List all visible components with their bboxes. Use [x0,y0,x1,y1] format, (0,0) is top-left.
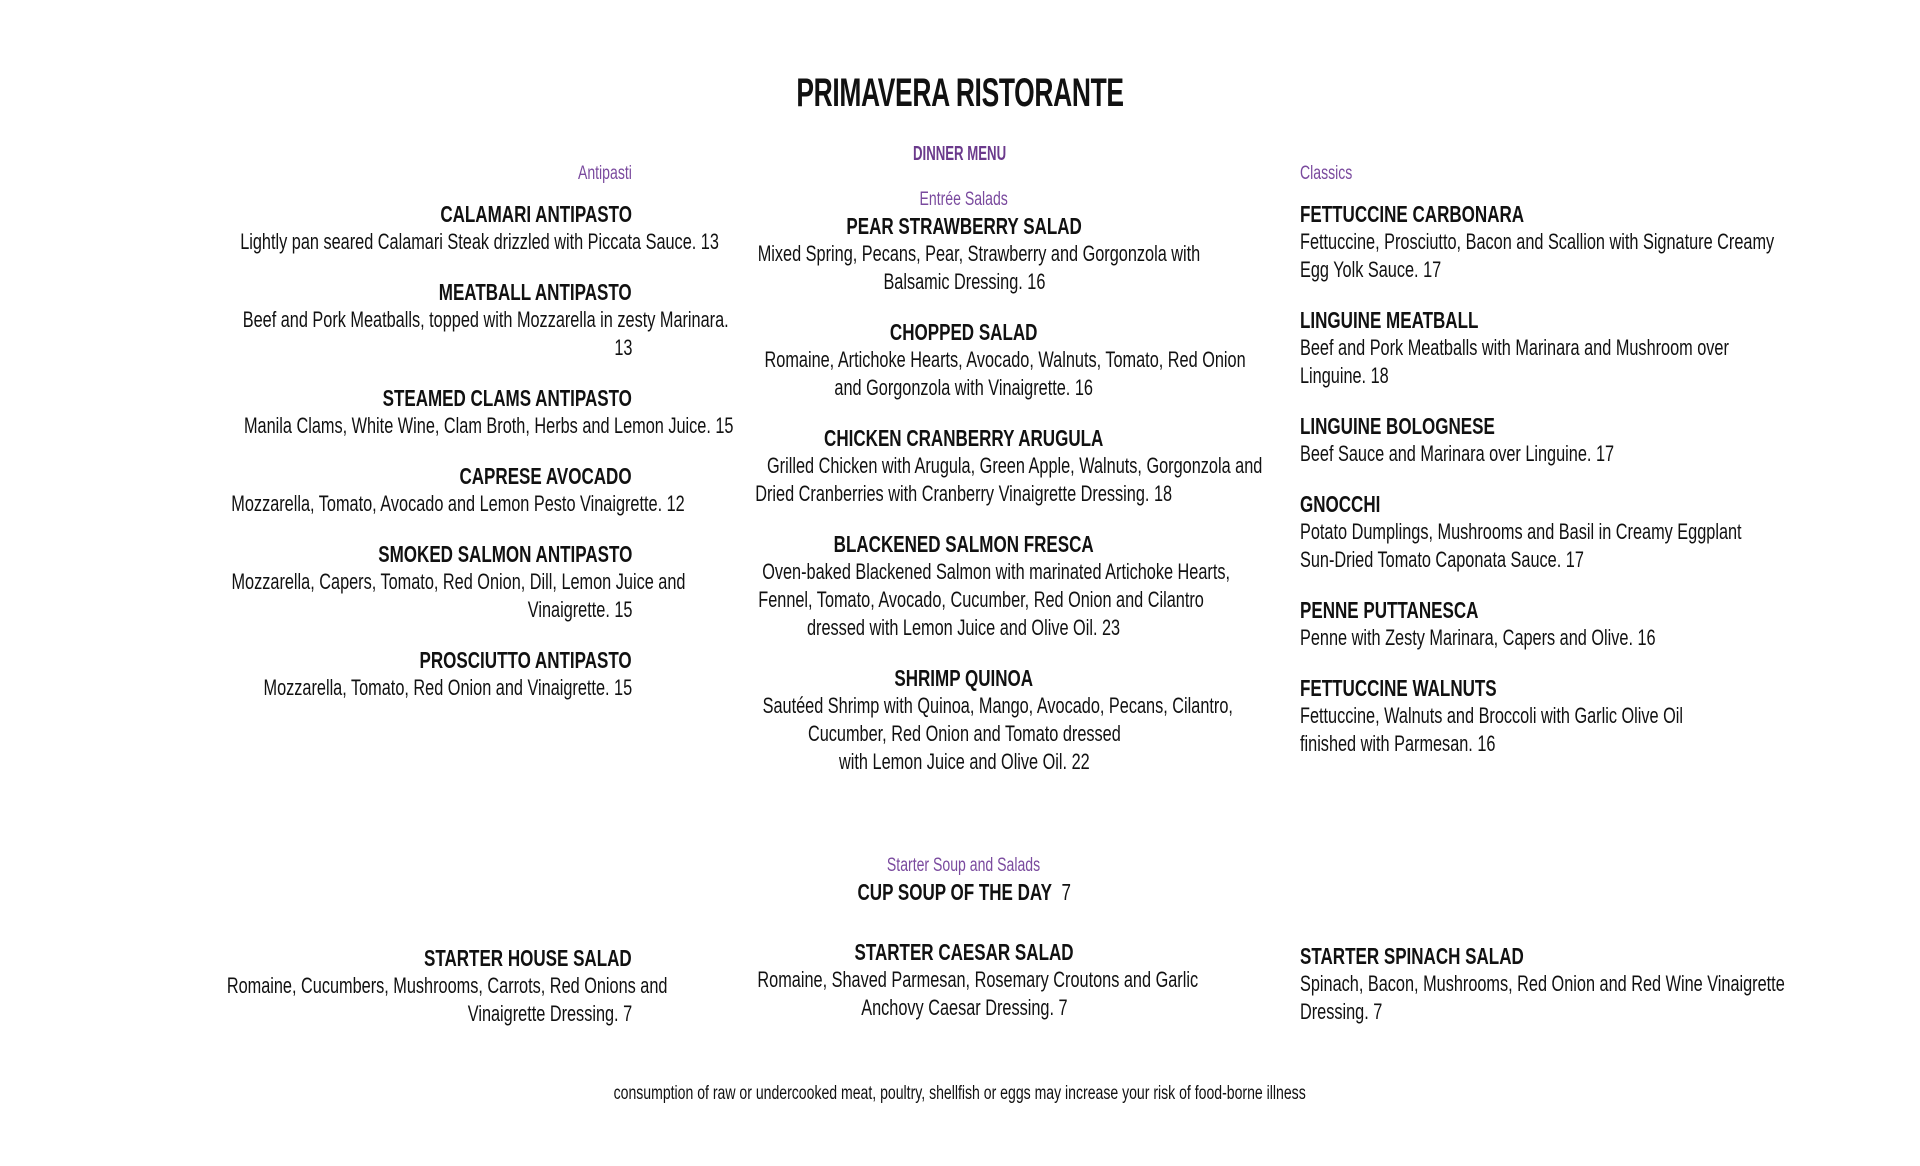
item-name: LINGUINE MEATBALL [1300,307,1479,333]
menu-item [680,664,1248,776]
menu-item [1300,412,1860,468]
item-description [1300,624,1860,652]
item-description [1300,228,1860,284]
soup-of-the-day [680,878,1248,906]
description-line: Cucumber, Red Onion and Tomato dressed [807,721,1121,746]
item-name: CAPRESE AVOCADO [459,463,632,489]
item-name: BLACKENED SALMON FRESCA [833,531,1095,557]
description-line: Potato Dumplings, Mushrooms and Basil in Creamy Eggplant [1300,519,1742,544]
description-line: Anchovy Caesar Dressing. 7 [860,995,1068,1020]
menu-subtitle-text: DINNER MENU [913,143,1007,165]
item-description [72,972,668,1028]
restaurant-title [0,70,1920,116]
description-line: Beef and Pork Meatballs, topped with Mozzarella in zesty Marinara. [242,307,729,332]
item-description [72,412,734,440]
item-name: STARTER HOUSE SALAD [424,945,632,971]
entree-salads-list [680,212,1263,776]
description-line: Spinach, Bacon, Mushrooms, Red Onion and Red Wine Vinaigrette [1300,971,1785,996]
antipasti-label: Antipasti [578,163,632,184]
item-description [680,452,1263,508]
description-line: Manila Clams, White Wine, Clam Broth, Herbs and Lemon Juice. 15 [243,413,734,438]
starter-spinach-salad [1300,942,1880,1026]
soup-price: 7 [1061,879,1071,905]
description-line: Balsamic Dressing. 16 [883,269,1045,294]
starter-label: Starter Soup and Salads [887,855,1041,876]
item-name: PROSCIUTTO ANTIPASTO [419,647,632,673]
description-line: Fettuccine, Walnuts and Broccoli with Garlic Olive Oil [1300,703,1684,728]
item-name: PENNE PUTTANESCA [1300,597,1479,623]
item-description [680,240,1248,296]
menu-item [1300,596,1860,652]
menu-item [72,646,632,702]
description-line: Romaine, Artichoke Hearts, Avocado, Walnuts, Tomato, Red Onion [764,347,1246,372]
item-name: SHRIMP QUINOA [894,665,1034,691]
description-line: Vinaigrette. 15 [527,597,632,622]
item-name: LINGUINE BOLOGNESE [1300,413,1495,439]
description-line: Sautéed Shrimp with Quinoa, Mango, Avocado, Pecans, Cilantro, [762,693,1233,718]
item-description [680,558,1248,642]
item-name: CHOPPED SALAD [890,319,1038,345]
item-description [1300,518,1860,574]
description-line: Dressing. 7 [1300,999,1383,1024]
menu-item [680,318,1248,402]
classics-section [1300,162,1860,780]
description-line: Sun-Dried Tomato Caponata Sauce. 17 [1300,547,1584,572]
description-line: and Gorgonzola with Vinaigrette. 16 [834,375,1094,400]
description-line: Beef and Pork Meatballs with Marinara and Mushroom over [1300,335,1729,360]
item-description [680,966,1248,1022]
entree-salads-label: Entrée Salads [919,189,1009,210]
menu-item [72,200,719,256]
menu-item [680,530,1248,642]
description-line: Grilled Chicken with Arugula, Green Apple, Walnuts, Gorgonzola and [767,453,1263,478]
antipasti-list [72,200,734,702]
item-name: FETTUCCINE CARBONARA [1300,201,1525,227]
item-description [72,568,686,624]
menu-item [72,462,685,518]
starter-caesar-salad [680,938,1248,1022]
item-description [1300,702,1860,758]
description-line: Mozzarella, Tomato, Red Onion and Vinaigrette. 15 [263,675,632,700]
description-line: dressed with Lemon Juice and Olive Oil. 23 [807,615,1121,640]
description-line: Lightly pan seared Calamari Steak drizzled with Piccata Sauce. 13 [240,229,719,254]
description-line: Mozzarella, Capers, Tomato, Red Onion, Dill, Lemon Juice and [231,569,686,594]
menu-item [72,384,734,440]
description-line: Linguine. 18 [1300,363,1389,388]
menu-item [72,278,729,362]
soup-name: CUP SOUP OF THE DAY [857,879,1052,905]
description-line: finished with Parmesan. 16 [1300,731,1496,756]
description-line: Oven-baked Blackened Salmon with marinated Artichoke Hearts, [762,559,1231,584]
antipasti-section [72,162,734,724]
menu-item [1300,490,1860,574]
item-description [680,692,1248,776]
entree-salads-section [680,188,1263,798]
item-description [72,306,729,362]
description-line: Fennel, Tomato, Avocado, Cucumber, Red Onion and Cilantro [758,587,1204,612]
item-name: GNOCCHI [1300,491,1381,517]
description-line: Vinaigrette Dressing. 7 [467,1001,632,1026]
item-name: FETTUCCINE WALNUTS [1300,675,1497,701]
item-description [72,228,719,256]
description-line: Mozzarella, Tomato, Avocado and Lemon Pesto Vinaigrette. 12 [231,491,685,516]
item-description [1300,970,1880,1026]
menu-item [72,540,686,624]
menu-item [1300,674,1860,758]
starter-house-salad [72,944,668,1028]
description-line: 13 [613,335,632,360]
item-description [1300,334,1860,390]
restaurant-title-text: PRIMAVERA RISTORANTE [796,71,1124,115]
description-line: Mixed Spring, Pecans, Pear, Strawberry and Gorgonzola with [757,241,1201,266]
description-line: Romaine, Shaved Parmesan, Rosemary Croutons and Garlic [757,967,1199,992]
description-line: Fettuccine, Prosciutto, Bacon and Scallion with Signature Creamy [1300,229,1775,254]
item-name: CHICKEN CRANBERRY ARUGULA [824,425,1104,451]
item-name: MEATBALL ANTIPASTO [439,279,632,305]
item-description [72,674,632,702]
classics-list [1300,200,1860,758]
item-name: STARTER CAESAR SALAD [854,939,1074,965]
item-description [1300,440,1860,468]
description-line: Dried Cranberries with Cranberry Vinaigrette Dressing. 18 [755,481,1173,506]
menu-item [1300,306,1860,390]
item-description [680,346,1248,402]
item-name: STARTER SPINACH SALAD [1300,943,1524,969]
item-name: CALAMARI ANTIPASTO [440,201,632,227]
description-line: Penne with Zesty Marinara, Capers and Olive. 16 [1300,625,1656,650]
menu-item [680,212,1248,296]
description-line: Romaine, Cucumbers, Mushrooms, Carrots, Red Onions and [226,973,668,998]
starter-soup-section [680,854,1248,906]
menu-item [680,424,1263,508]
item-name: STEAMED CLAMS ANTIPASTO [382,385,632,411]
item-description [72,490,685,518]
description-line: with Lemon Juice and Olive Oil. 22 [838,749,1090,774]
item-name: SMOKED SALMON ANTIPASTO [377,541,632,567]
menu-item [1300,200,1860,284]
classics-label: Classics [1300,163,1353,184]
food-safety-disclaimer: consumption of raw or undercooked meat, poultry, shellfish or eggs may increase your risk of food-borne illness [613,1083,1307,1104]
description-line: Egg Yolk Sauce. 17 [1300,257,1442,282]
item-name: PEAR STRAWBERRY SALAD [846,213,1082,239]
description-line: Beef Sauce and Marinara over Linguine. 17 [1300,441,1615,466]
